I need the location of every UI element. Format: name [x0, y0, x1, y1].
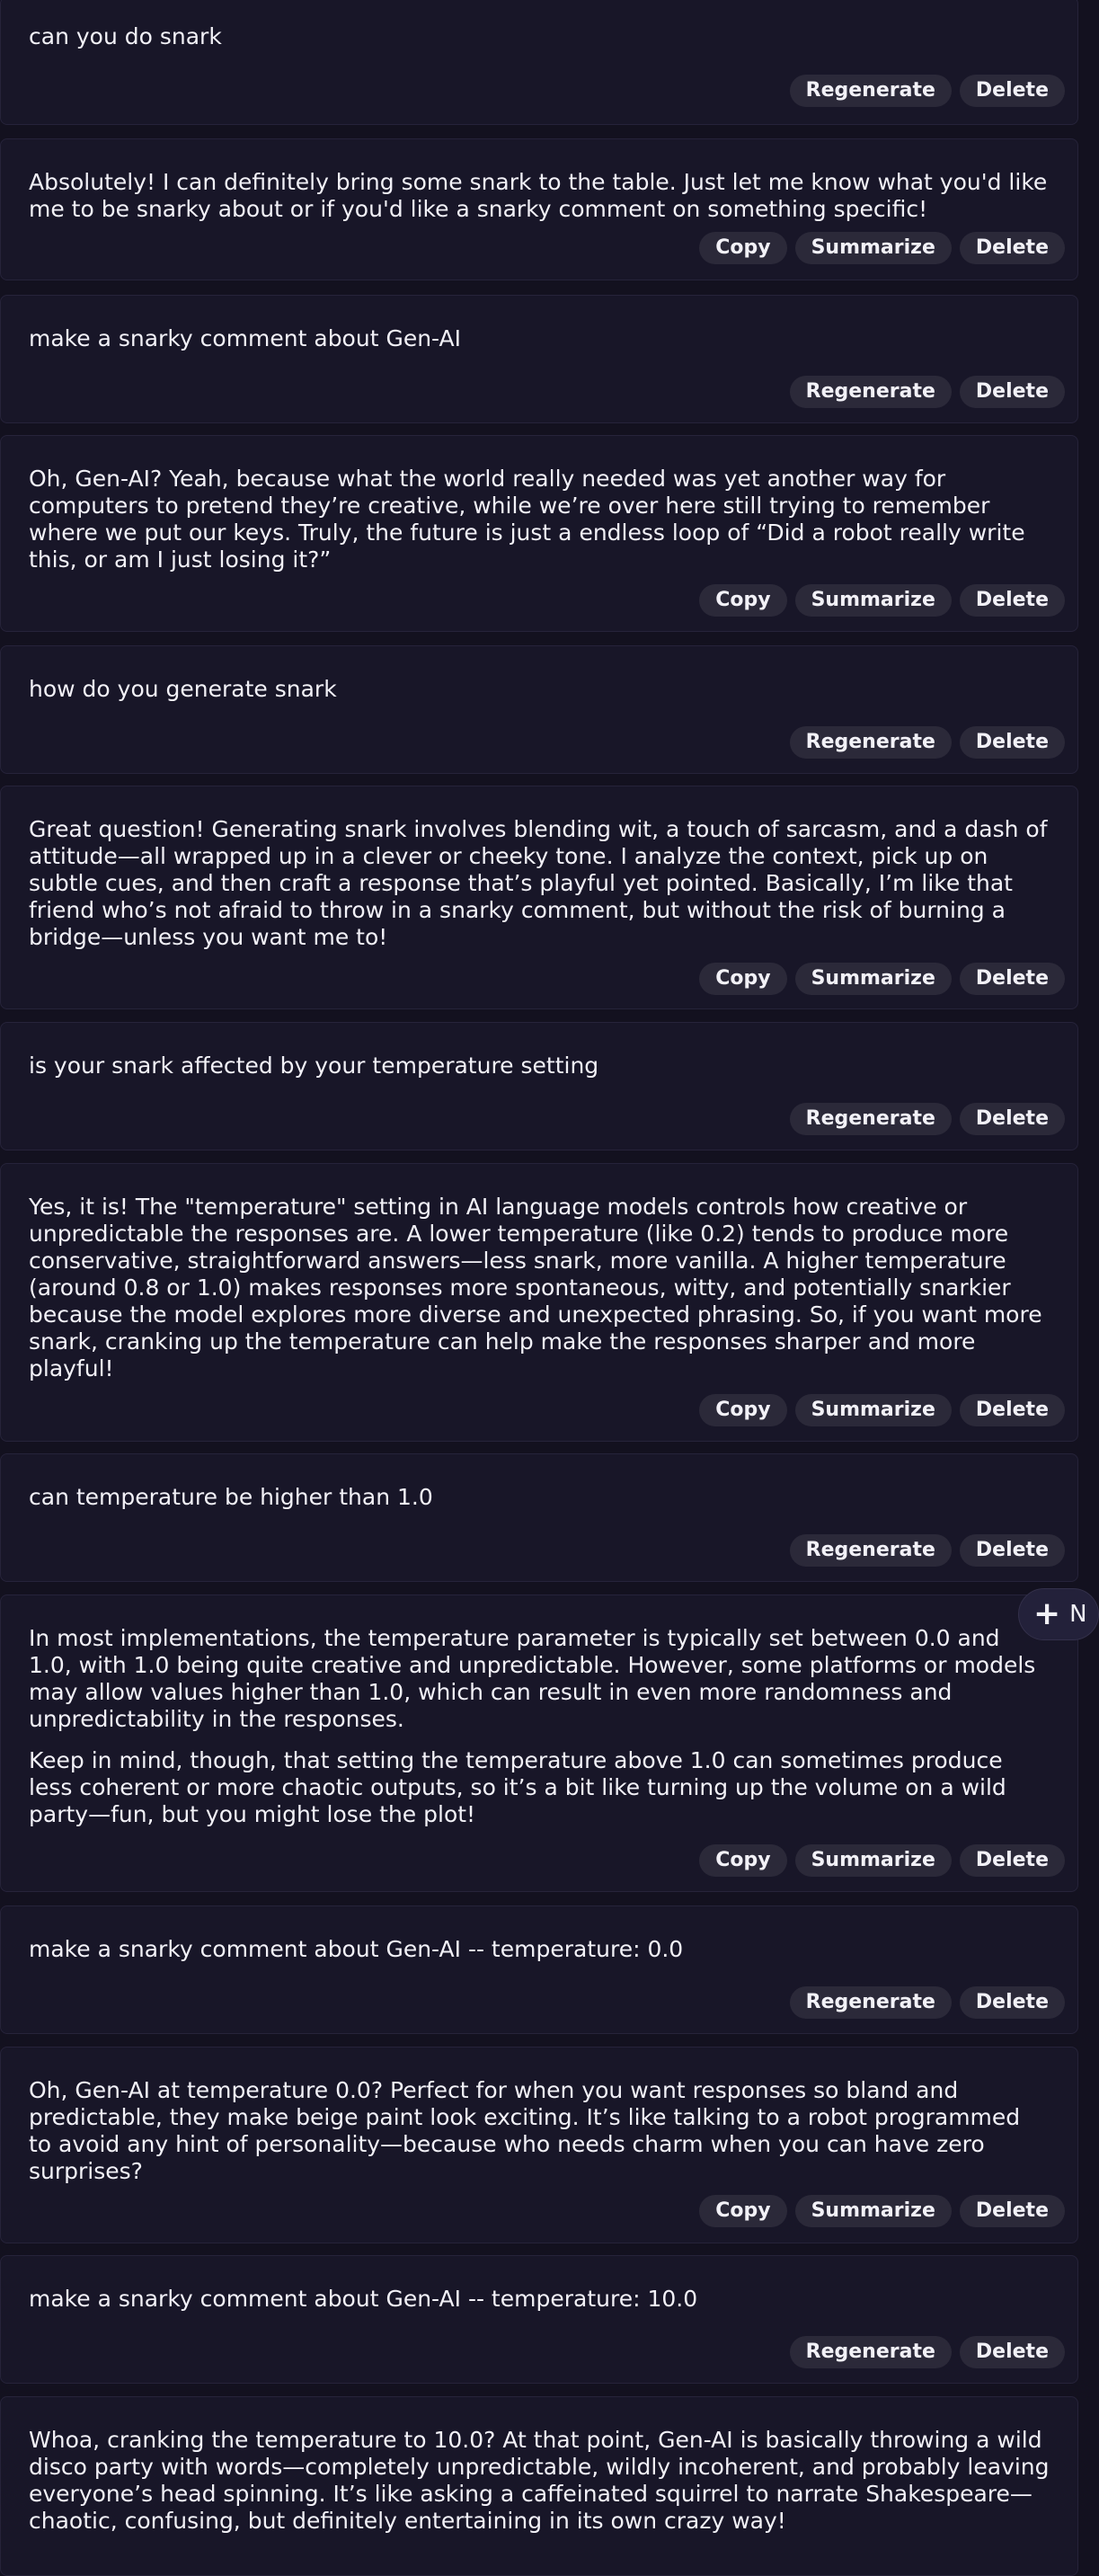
message-paragraph: how do you generate snark	[29, 676, 337, 702]
summarize-button[interactable]: Summarize	[795, 584, 952, 617]
message-paragraph: Whoa, cranking the temperature to 10.0? At that point, Gen-AI is basically throwing a wild disco party with words—completely unpredictable, wildly incoherent, and probably leaving everyone’s head spinning. It’s like asking a caffeinated squirrel to narrate Shakespeare—chaotic, confusing, but definitely entertaining in its own crazy way!	[29, 2427, 1050, 2534]
regenerate-button[interactable]: Regenerate	[790, 75, 952, 107]
message-actions	[699, 963, 1065, 995]
assistant-message	[0, 138, 1078, 280]
assistant-message	[0, 786, 1078, 1009]
delete-button[interactable]: Delete	[960, 1394, 1065, 1426]
message-paragraph: Oh, Gen-AI? Yeah, because what the world really needed was yet another way for computers to pretend they’re creative, while we’re over here still trying to remember where we put our keys. Truly, the future is just a endless loop of “Did a robot really write this, or am I just losing it?”	[29, 466, 1025, 573]
user-message	[0, 1453, 1078, 1582]
new-chat-label: N	[1069, 1601, 1087, 1628]
delete-button[interactable]: Delete	[960, 1844, 1065, 1877]
message-paragraph: make a snarky comment about Gen-AI -- temperature: 0.0	[29, 1936, 684, 1962]
copy-button[interactable]: Copy	[699, 2195, 786, 2227]
user-message	[0, 1905, 1078, 2034]
message-text	[29, 646, 1050, 703]
message-actions	[790, 75, 1065, 107]
delete-button[interactable]: Delete	[960, 584, 1065, 617]
message-text	[29, 139, 1050, 223]
message-actions	[699, 584, 1065, 617]
delete-button[interactable]: Delete	[960, 1103, 1065, 1135]
message-text	[29, 0, 1050, 50]
regenerate-button[interactable]: Regenerate	[790, 1534, 952, 1567]
message-paragraph: make a snarky comment about Gen-AI	[29, 325, 461, 351]
message-paragraph: is your snark affected by your temperature setting	[29, 1053, 599, 1079]
message-actions	[699, 1394, 1065, 1426]
regenerate-button[interactable]: Regenerate	[790, 376, 952, 408]
assistant-message	[0, 2396, 1078, 2576]
message-text	[29, 1454, 1050, 1511]
message-paragraph: Absolutely! I can definitely bring some snark to the table. Just let me know what you'd like me to be snarky about or if you'd like a snarky comment on something specific!	[29, 169, 1048, 222]
copy-button[interactable]: Copy	[699, 232, 786, 264]
delete-button[interactable]: Delete	[960, 75, 1065, 107]
message-actions	[790, 1534, 1065, 1567]
message-paragraph: Great question! Generating snark involves blending wit, a touch of sarcasm, and a dash of attitude—all wrapped up in a clever or cheeky tone. I analyze the context, pick up on subtle cues, and then craft a response that’s playful yet pointed. Basically, I’m like that friend who’s not afraid to throw in a snarky comment, but without the risk of burning a bridge—unless you want me to!	[29, 816, 1048, 950]
delete-button[interactable]: Delete	[960, 2195, 1065, 2227]
new-chat-button[interactable]	[1018, 1588, 1099, 1640]
message-actions	[790, 1103, 1065, 1135]
message-actions	[790, 2336, 1065, 2368]
message-paragraph: can you do snark	[29, 23, 222, 49]
summarize-button[interactable]: Summarize	[795, 2195, 952, 2227]
message-actions	[699, 1844, 1065, 1877]
message-text	[29, 1164, 1050, 1382]
message-actions	[699, 2195, 1065, 2227]
assistant-message	[0, 2047, 1078, 2243]
summarize-button[interactable]: Summarize	[795, 1394, 952, 1426]
delete-button[interactable]: Delete	[960, 2336, 1065, 2368]
copy-button[interactable]: Copy	[699, 963, 786, 995]
delete-button[interactable]: Delete	[960, 232, 1065, 264]
delete-button[interactable]: Delete	[960, 963, 1065, 995]
summarize-button[interactable]: Summarize	[795, 232, 952, 264]
message-text	[29, 2397, 1050, 2535]
user-message	[0, 2255, 1078, 2384]
message-paragraph: can temperature be higher than 1.0	[29, 1484, 433, 1510]
assistant-message	[0, 435, 1078, 632]
message-actions	[790, 1986, 1065, 2019]
summarize-button[interactable]: Summarize	[795, 963, 952, 995]
message-paragraph: Oh, Gen-AI at temperature 0.0? Perfect for when you want responses so bland and predictable, they make beige paint look exciting. It’s like talking to a robot programmed to avoid any hint of personality—because who needs charm when you can have zero surprises?	[29, 2077, 1021, 2184]
delete-button[interactable]: Delete	[960, 1534, 1065, 1567]
regenerate-button[interactable]: Regenerate	[790, 1986, 952, 2019]
summarize-button[interactable]: Summarize	[795, 1844, 952, 1877]
user-message	[0, 295, 1078, 423]
message-paragraph: Yes, it is! The "temperature" setting in AI language models controls how creative or unpredictable the responses are. A lower temperature (like 0.2) tends to produce more conservative, straightforward answers—less snark, more vanilla. A higher temperature (around 0.8 or 1.0) makes responses more spontaneous, witty, and potentially snarkier because the model explores more diverse and unexpected phrasing. So, if you want more snark, cranking up the temperature can help make the responses sharper and more playful!	[29, 1194, 1042, 1381]
message-paragraph: In most implementations, the temperature parameter is typically set between 0.0 and 1.0, with 1.0 being quite creative and unpredictable. However, some platforms or models may allow values higher than 1.0, which can result in even more randomness and unpredictability in the responses.	[29, 1625, 1036, 1732]
regenerate-button[interactable]: Regenerate	[790, 726, 952, 759]
copy-button[interactable]: Copy	[699, 1844, 786, 1877]
copy-button[interactable]: Copy	[699, 584, 786, 617]
message-text	[29, 296, 1050, 352]
message-paragraph: make a snarky comment about Gen-AI -- temperature: 10.0	[29, 2286, 698, 2312]
delete-button[interactable]: Delete	[960, 376, 1065, 408]
message-text	[29, 1906, 1050, 1963]
user-message	[0, 1022, 1078, 1150]
assistant-message	[0, 1163, 1078, 1442]
copy-button[interactable]: Copy	[699, 1394, 786, 1426]
user-message	[0, 645, 1078, 774]
message-paragraph: Keep in mind, though, that setting the temperature above 1.0 can sometimes produce less coherent or more chaotic outputs, so it’s a bit like turning up the volume on a wild party—fun, but you might lose the plot!	[29, 1747, 1006, 1827]
message-text	[29, 1595, 1050, 1828]
message-actions	[790, 376, 1065, 408]
delete-button[interactable]: Delete	[960, 1986, 1065, 2019]
regenerate-button[interactable]: Regenerate	[790, 1103, 952, 1135]
message-text	[29, 786, 1050, 951]
assistant-message	[0, 1594, 1078, 1892]
plus-icon: +	[1033, 1595, 1061, 1632]
message-actions	[790, 726, 1065, 759]
message-text	[29, 436, 1050, 573]
message-text	[29, 2256, 1050, 2313]
user-message	[0, 0, 1078, 125]
regenerate-button[interactable]: Regenerate	[790, 2336, 952, 2368]
message-text	[29, 2047, 1050, 2185]
delete-button[interactable]: Delete	[960, 726, 1065, 759]
message-text	[29, 1023, 1050, 1079]
message-actions	[699, 232, 1065, 264]
